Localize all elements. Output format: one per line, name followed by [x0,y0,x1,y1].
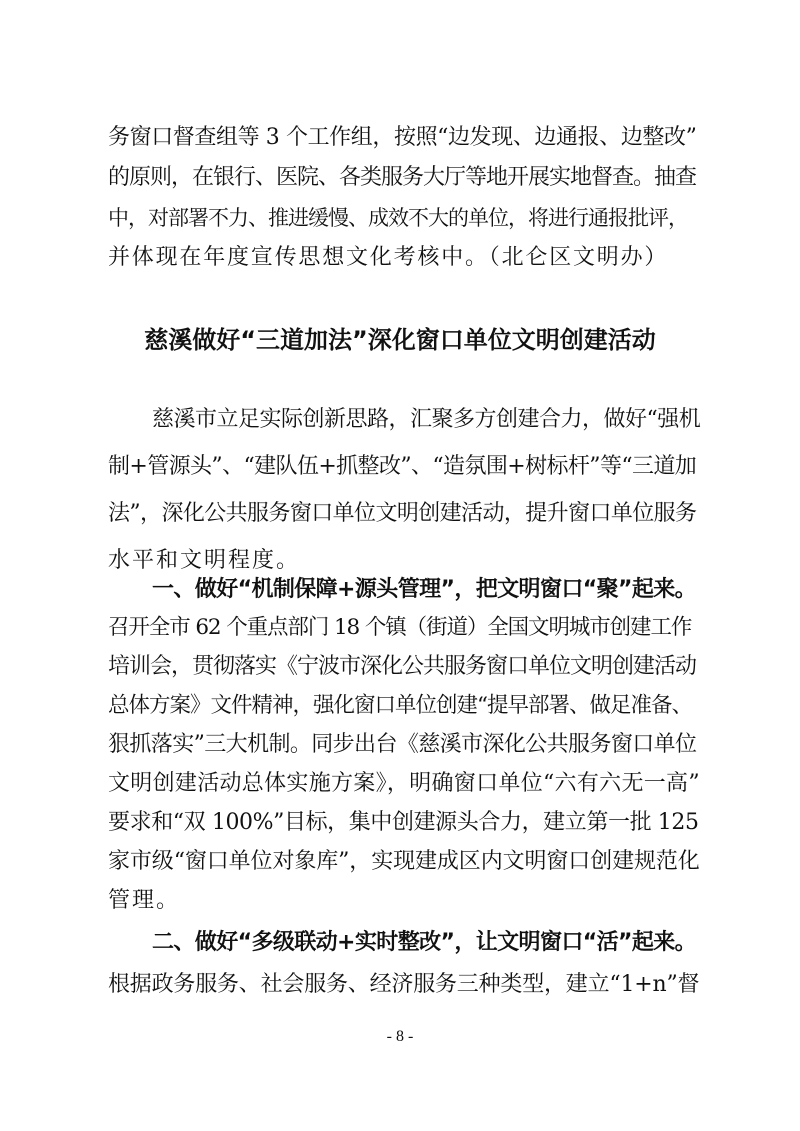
text-line: 务窗口督查组等 3 个工作组，按照“边发现、边通报、边整改” [108,125,697,150]
text-line: 狠抓落实”三大机制。同步出台《慈溪市深化公共服务窗口单位 [108,732,697,757]
text-line: 培训会，贯彻落实《宁波市深化公共服务窗口单位文明创建活动 [108,654,697,679]
text-line: 的原则，在银行、医院、各类服务大厅等地开展实地督查。抽查 [108,165,697,190]
section-heading: 二、做好“多级联动+实时整改”，让文明窗口“活”起来。 [152,930,697,955]
page-number: - 8 - [386,1028,414,1045]
text-line: 根据政务服务、社会服务、经济服务三种类型，建立“1+n”督 [108,972,700,997]
text-line: 要求和“双 100%”目标，集中创建源头合力，建立第一批 125 [108,810,699,835]
text-line: 文明创建活动总体实施方案》，明确窗口单位“六有六无一高” [108,771,700,796]
text-line: 水平和文明程度。 [108,548,301,573]
section-heading: 一、做好“机制保障+源头管理”，把文明窗口“聚”起来。 [152,577,697,602]
text-line: 召开全市 62 个重点部门 18 个镇（街道）全国文明城市创建工作 [108,615,692,640]
text-line: 制+管源头”、“建队伍+抓整改”、“造氛围+树标杆”等“三道加 [108,454,697,479]
text-line: 总体方案》文件精神，强化窗口单位创建“提早部署、做足准备、 [108,693,692,718]
text-line: 并体现在年度宣传思想文化考核中。（北仑区文明办） [108,245,669,270]
text-line: 家市级“窗口单位对象库”，实现建成区内文明窗口创建规范化 [108,849,700,874]
text-line: 中，对部署不力、推进缓慢、成效不大的单位，将进行通报批评， [108,206,688,230]
text-line: 慈溪市立足实际创新思路，汇聚多方创建合力，做好“强机 [152,407,701,432]
text-line: 管理。 [108,888,181,913]
text-line: 法”，深化公共服务窗口单位文明创建活动，提升窗口单位服务 [108,501,697,526]
article-title: 慈溪做好“三道加法”深化窗口单位文明创建活动 [144,326,656,354]
